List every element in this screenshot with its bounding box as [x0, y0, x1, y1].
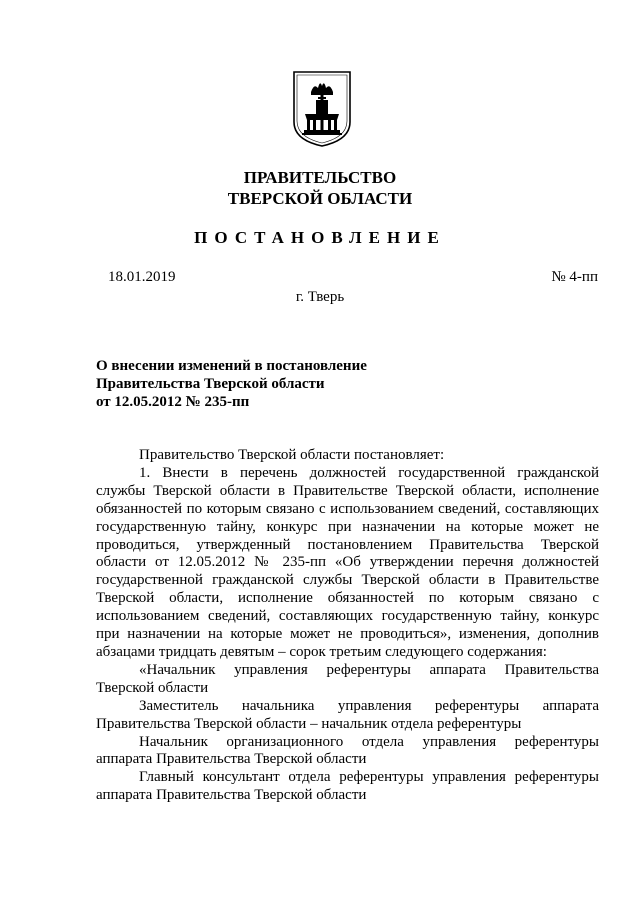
subject-line-1: О внесении изменений в постановление [96, 358, 367, 374]
document-type-title: ПОСТАНОВЛЕНИЕ [194, 228, 446, 247]
organization-name-line-2: ТВЕРСКОЙ ОБЛАСТИ [227, 189, 413, 208]
document-city: г. Тверь [295, 289, 345, 305]
document-number: № 4-пп [551, 269, 598, 285]
organization-name-line-1: ПРАВИТЕЛЬСТВО [243, 168, 397, 187]
preamble-paragraph: Правительство Тверской области постановляет: [139, 447, 445, 463]
subject-line-3: от 12.05.2012 № 235-пп [96, 394, 250, 410]
document-subject [96, 357, 367, 411]
position-paragraph-3: Начальник организационного отдела управления референтуры аппарата Правительства Тверской области [96, 733, 599, 768]
coat-of-arms-emblem [292, 70, 352, 148]
document-body [96, 447, 599, 805]
position-paragraph-2: Заместитель начальника управления референтуры аппарата Правительства Тверской области – начальник отдела референтуры [96, 697, 599, 732]
document-date: 18.01.2019 [108, 269, 176, 285]
subject-line-2: Правительства Тверской области [96, 376, 325, 392]
position-paragraph-4: Главный консультант отдела референтуры управления референтуры аппарата Правительства Тверской области [96, 769, 599, 804]
position-paragraph-1: «Начальник управления референтуры аппарата Правительства Тверской области [96, 661, 599, 696]
item-1-paragraph: 1. Внести в перечень должностей государственной гражданской службы Тверской области в Правительстве Тверской области, исполнение обязанностей по которым связано с использованием сведений, составляющих государственную тайну, конкурс при назначении на которые может не проводиться, утвержденный постановлением Правительства Тверской области от 12.05.2012 № 235-пп «Об утверждении перечня должностей государственной гражданской службы Тверской области в Правительстве Тверской области, исполнение обязанностей по которым связано с использованием сведений, составляющих государственную тайну, конкурс при назначении на которые может не проводиться», изменения, дополнив абзацами тридцать девятым – сорок третьим следующего содержания: [96, 464, 599, 660]
